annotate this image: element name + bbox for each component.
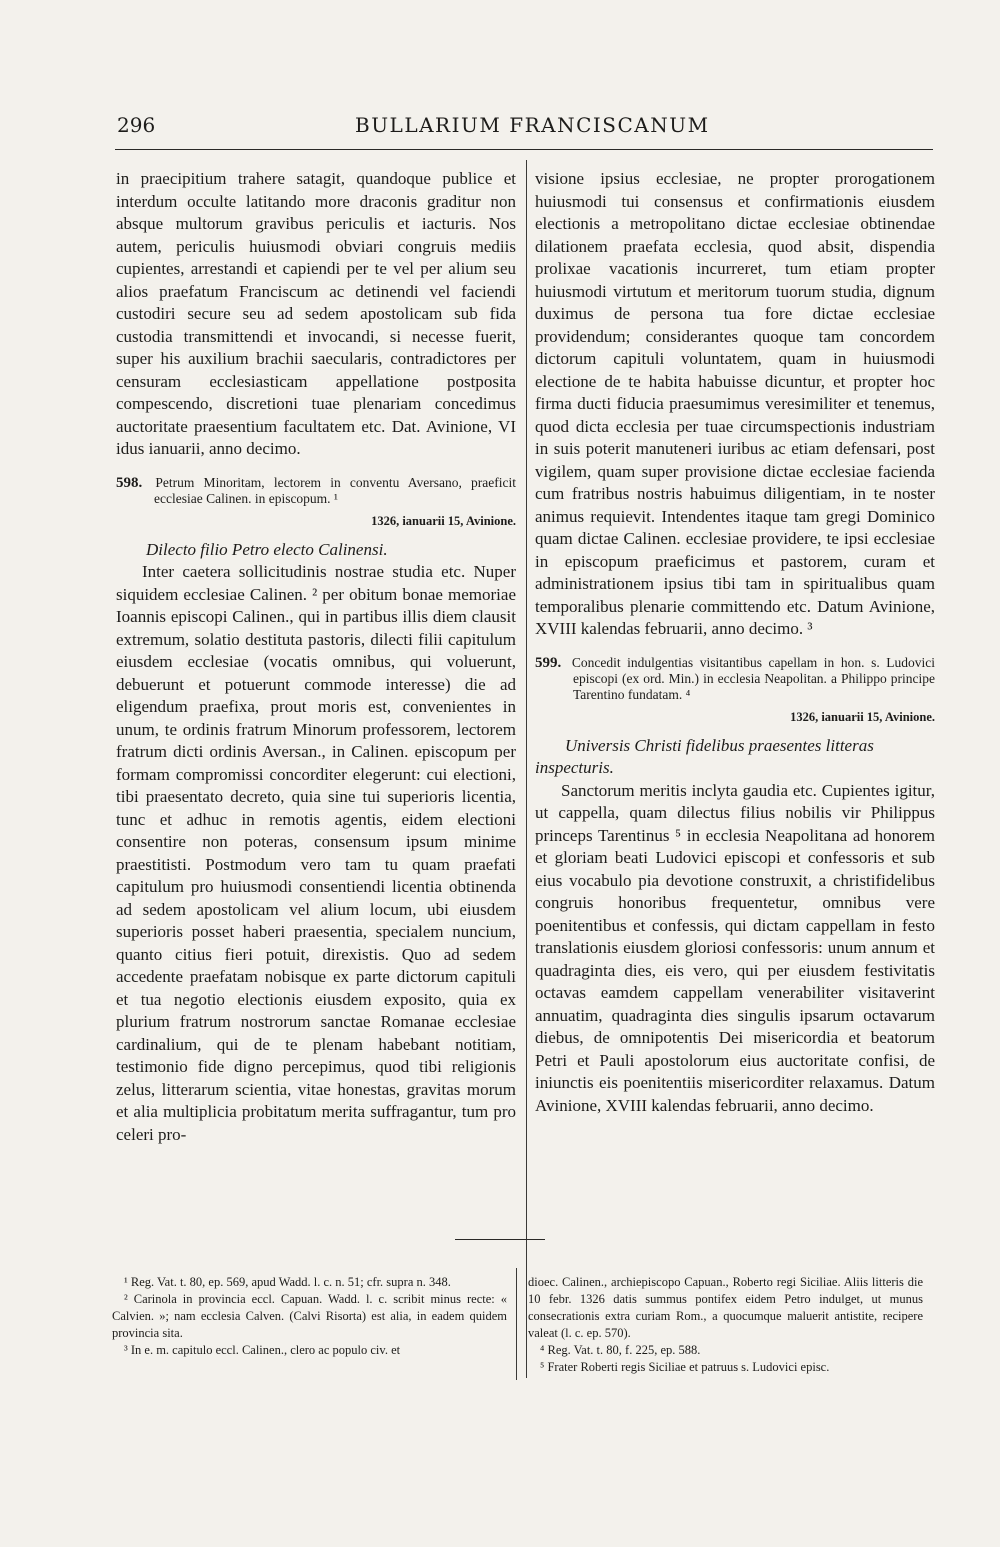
entry-598-address: Dilecto filio Petro electo Calinensi.	[146, 539, 388, 559]
entry-598-summary	[116, 475, 516, 507]
left-column	[116, 168, 516, 1146]
continued-paragraph: in praecipitium trahere satagit, quandoque publice et interdum occulte latitando more draconis graditur non absque multorum gravibus periculis et iacturis. Nos autem, periculis huiusmodi obviari congruis mediis cupientes, arrestandi et capiendi per te vel per alium seu alios praefatum Franciscum ac detinendi vel faciendi custodiri secure seu ad sedem apostolicam sub fida custodia transmittendi et invocandi, si necesse fuerit, super his auxilium brachii saecularis, contradictores per censuram ecclesiasticam appellatione postposita compescendo, discretioni tuae plenariam concedimus auctoritate praesentium facultatem etc. Dat. Avinione, VI idus ianuarii, anno decimo.	[116, 169, 516, 458]
footnote-2: ² Carinola in provincia eccl. Capuan. Wadd. l. c. scribit minus recte: « Calvien. »; nam ecclesia Calven. (Calvi Risorta) est alia, in eadem quidem provincia sita.	[112, 1292, 507, 1340]
entry-598-text: Inter caetera sollicitudinis nostrae studia etc. Nuper siquidem ecclesiae Calinen. ² per obitum bonae memoriae Ioannis episcopi Calinen., qui in partibus illis diem clausit extremum, solatio destituta pastoris, dilecti filii capitulum eiusdem ecclesiae (vocatis omnibus, qui voluerunt, debuerunt et potuerunt commode interesse) die ad eligendum praefixa, prout moris est, convenientes in unum, te ordinis fratrum Minorum professorem, lectorem fratrum dicti ordinis Aversan., in Calinen. episcopum per formam compromissi concorditer elegerunt: cui electioni, tibi praesentato decreto, quia sine tui superioris licentia, tunc et adhuc in remotis agentis, eidem electioni consentire non poteras, consensum ipsum minime praestitisti. Postmodum vero tam tu quam praefati capitulum pro huiusmodi consentiendi licentia obtinenda ad sedem apostolicam vel alium locum, ubi eiusdem superioris posset haberi praesentia, specialem nuncium, quanto citius fieri potuit, direxistis. Quo ad sedem accedente praefatam nobisque ex parte dictorum capituli et tua negotio electionis eiusdem exposito, quia ex plurium fratrum nostrorum sanctae Romanae ecclesiae cardinalium, qui de te plenam habebant notitiam, testimonio fide digno percepimus, quod tibi religionis zelus, litterarum scientia, vitae honestas, gravitas morum et alia multiplicia probitatum merita suffragantur, tum pro celeri pro-	[116, 562, 516, 1144]
entry-599	[535, 655, 935, 1118]
entry-599-summary	[535, 655, 935, 703]
column-divider	[526, 160, 527, 1378]
entry-599-address: Universis Christi fidelibus praesentes litteras inspecturis.	[535, 735, 874, 777]
footnotes-left	[112, 1274, 507, 1359]
footnote-column-divider	[516, 1268, 517, 1380]
footnote-1: ¹ Reg. Vat. t. 80, ep. 569, apud Wadd. l. c. n. 51; cfr. supra n. 348.	[124, 1275, 451, 1289]
right-column	[535, 168, 935, 1117]
entry-598-date: 1326, ianuarii 15, Avinione.	[371, 513, 516, 528]
running-title: BULLARIUM FRANCISCANUM	[355, 113, 710, 137]
footnote-5: ⁵ Frater Roberti regis Siciliae et patruus s. Ludovici episc.	[540, 1360, 830, 1374]
entry-598-summary-text: Petrum Minoritam, lectorem in conventu Aversano, praeficit ecclesiae Calinen. in episcopum. ¹	[154, 474, 516, 506]
entry-599-number: 599.	[535, 654, 562, 671]
footnote-3: ³ In e. m. capitulo eccl. Calinen., clero ac populo civ. et	[124, 1343, 401, 1357]
entry-599-summary-text: Concedit indulgentias visitantibus capellam in hon. s. Ludovici episcopi (ex ord. Min.) in ecclesia Neapolitan. a Philippo principe Tarentino fundatam. ⁴	[571, 654, 936, 702]
footnote-3-continued: dioec. Calinen., archiepiscopo Capuan., Roberto regi Siciliae. Aliis litteris die 10 febr. 1326 datis summus pontifex eidem Petro indulget, ut munus consecrationis extra curiam Rom., a quocumque maluerit antistite, recipere valeat (l. c. ep. 570).	[528, 1275, 923, 1340]
entry-598-number: 598.	[116, 474, 143, 491]
footnotes-right	[528, 1274, 923, 1376]
continued-paragraph-right: visione ipsius ecclesiae, ne propter prorogationem huiusmodi tui consensus et confirmationis eiusdem electionis a metropolitano dictae ecclesiae obtinendae dilationem praefata ecclesia, quod absit, dispendia prolixae vacationis incurreret, tum etiam propter huiusmodi virtutum et meritorum tuorum studia, dignum duximus de persona tua fore dictae ecclesiae providendum; considerantes quoque tam concordem dictorum capituli voluntatem, quam in huiusmodi electione de te habita habuisse dicuntur, et propter hoc firma ducti fiducia praesumimus veresimiliter et tenemus, quod dicta ecclesia per tuae circumspectionis industriam in suis poterit manuteneri iuribus ac etiam defensari, post vigilem, quam super provisione dictae ecclesiae facienda cum fratribus nostris habuimus diligentiam, in te noster animus requievit. Intendentes itaque tam gregi Dominico quam dictae Calinen. ecclesiae providere, te ipsi ecclesiae in episcopum praeficimus et pastorem, curam et administrationem ipsius tibi tam in spiritualibus quam temporalibus plenarie committendo etc. Datum Avinione, XVIII kalendas februarii, anno decimo. ³	[535, 169, 935, 638]
footnote-rule	[455, 1239, 545, 1240]
footnote-4: ⁴ Reg. Vat. t. 80, f. 225, ep. 588.	[540, 1343, 701, 1357]
entry-599-text: Sanctorum meritis inclyta gaudia etc. Cupientes igitur, ut cappella, quam dilectus filius nobilis vir Philippus princeps Tarentinus ⁵ in ecclesia Neapolitana ad honorem et gloriam beati Ludovici episcopi et confessoris et sub eius vocabulo pia devotione construxit, a christifidelibus congruis honoribus frequentetur, omnibus vere poenitentibus et confessis, qui dictam cappellam in festo translationis eiusdem gloriosi confessoris: unum annum et quadraginta dies, eis vero, qui per eiusdem festivitatis octavas eamdem cappellam venerabiliter visitaverint annuatim, quadraginta dies singulis ipsarum octavarum diebus, de omnipotentis Dei misericordia et beatorum Petri et Pauli apostolorum eius auctoritate confisi, de iniunctis eis poenitentiis misericorditer relaxamus. Datum Avinione, XVIII kalendas februarii, anno decimo.	[535, 780, 935, 1115]
entry-599-date: 1326, ianuarii 15, Avinione.	[790, 709, 935, 724]
header-rule	[115, 149, 933, 150]
entry-598	[116, 475, 516, 1147]
page-number: 296	[117, 113, 156, 137]
